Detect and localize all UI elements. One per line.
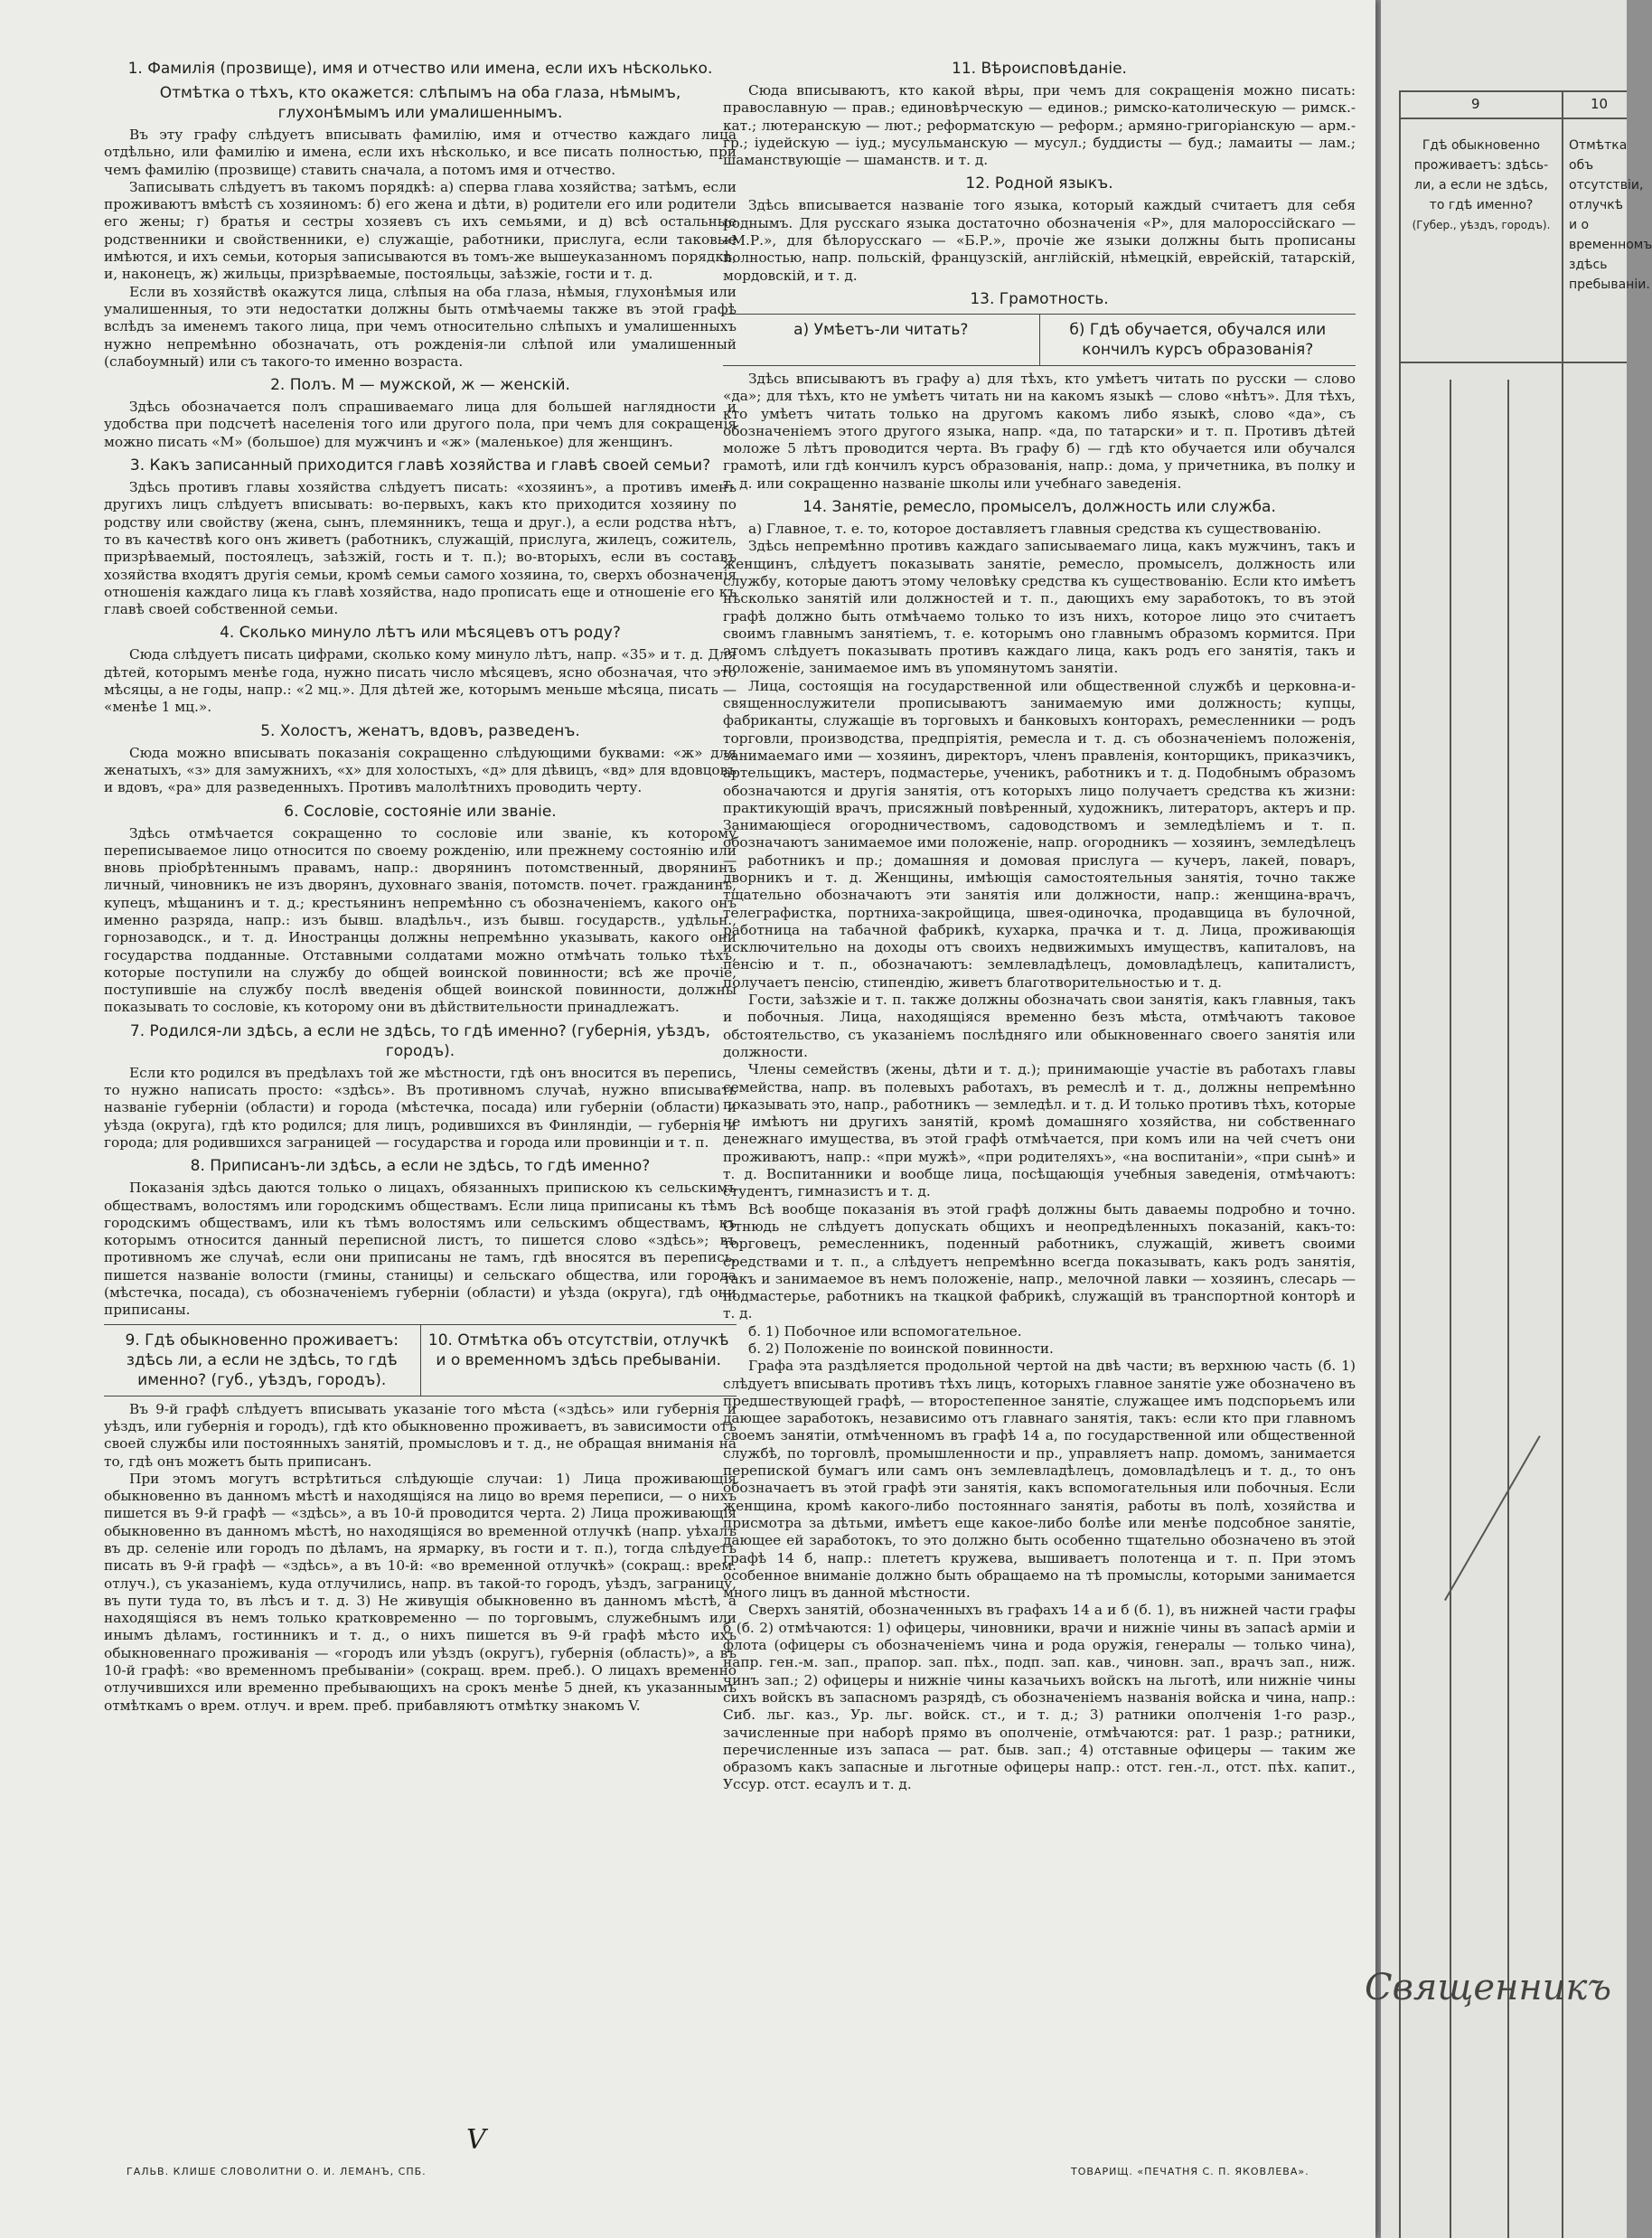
paragraph: Записывать слѣдуетъ въ такомъ порядкѣ: а) сперва глава хозяйства; затѣмъ, если проживаютъ вмѣстѣ съ хозяиномъ: б) его жена и дѣти, в) родители его или родители его жены; г) братья и сестры хозяевъ съ ихъ семьями, и д) всѣ остальные родственники и свойственники, е) служащіе, работники, прислуга, если таковые имѣются, и ихъ семьи, которыя записываются въ томъ-же вышеуказанномъ порядкѣ, и, наконецъ, ж) жильцы, призрѣваемые, постояльцы, заѣзжіе, гости и т. д. bbox=[104, 178, 737, 283]
paragraph: Сверхъ занятій, обозначенныхъ въ графахъ 14 а и б (б. 1), въ нижней части графы б (б. 2) отмѣчаются: 1) офицеры, чиновники, врачи и нижніе чины въ запасѣ арміи и флота (офицеры съ обозначеніемъ чина и рода оружія, генералы — только чина), напр. ген.-м. зап., прапор. зап. пѣх., подп. зап. кав., чиновн. зап., врачъ зап., ниж. чинъ зап.; 2) офицеры и нижніе чины казачьихъ войскъ на льготѣ, или нижніе чины сихъ войскъ въ запасномъ разрядѣ, съ обозначеніемъ названія войска и чина, напр.: Сиб. льг. каз., Ур. льг. войск. ст., и т. д.; 3) ратники ополченія 1-го разр., зачисленные при наборѣ прямо въ ополченіе, отмѣчаются: рат. 1 разр.; ратники, перечисленные изъ запаса — рат. быв. зап.; 4) отставные офицеры — таким же образомъ какъ запасные и льготные офицеры напр.: отст. ген.-л., отст. пѣх. капит., Уссур. отст. есаулъ и т. д. bbox=[723, 1602, 1356, 1793]
split-heading-cell: б) Гдѣ обучается, обучался или кончилъ курсъ образованія? bbox=[1069, 320, 1327, 359]
split-heading-cell: а) Умѣетъ-ли читать? bbox=[793, 320, 969, 339]
footer-left: ГАЛЬВ. КЛИШЕ СЛОВОЛИТНИ О. И. ЛЕМАНЪ, СПБ. bbox=[127, 2166, 427, 2177]
split-heading bbox=[723, 314, 1356, 366]
v-mark: V bbox=[466, 2124, 486, 2156]
section-heading: 6. Сословіе, состояніе или званіе. bbox=[284, 802, 557, 821]
paragraph: Сюда можно вписывать показанія сокращенно слѣдующими буквами: «ж» для женатыхъ, «з» для замужнихъ, «х» для холостыхъ, «д» для дѣвицъ, «вд» для вдовцовъ и вдовъ, «ра» для разведенныхъ. Противъ малолѣтнихъ проводить черту. bbox=[104, 744, 737, 796]
right-column bbox=[723, 54, 1356, 1794]
paragraph: Сюда вписываютъ, кто какой вѣры, при чемъ для сокращенія можно писать: православную — прав.; единовѣрческую — единов.; римско-католическую — римск.-кат.; лютеранскую — лют.; реформатскую — реформ.; армяно-григоріанскую — арм.-гр.; іудейскую — іуд.; мусульманскую — мусул.; буддисты — буд.; ламаиты — лам.; шаманствующіе — шаманств. и т. д. bbox=[723, 82, 1356, 169]
paragraph: Здѣсь противъ главы хозяйства слѣдуетъ писать: «хозяинъ», а противъ именъ другихъ лицъ слѣдуетъ вписывать: во-первыхъ, какъ кто приходится хозяину по родству или свойству (жена, сынъ, племянникъ, теща и друг.), а если родства нѣтъ, то въ качествѣ кого онъ живетъ (работникъ, служащій, прислуга, жилецъ, сожитель, призрѣваемый, постоялецъ, заѣзжій, гость и т. п.); во-вторыхъ, если въ составъ хозяйства входятъ другія семьи, кромѣ семьи самого хозяина, то, сверхъ обозначенія отношенія каждаго лица къ главѣ хозяйства, надо прописать еще и отношеніе его къ главѣ своей собственной семьи. bbox=[104, 479, 737, 618]
paragraph: Здѣсь обозначается полъ спрашиваемаго лица для большей наглядности и удобства при подсчетѣ населенія того или другого пола, при чемъ для сокращенія можно писать «М» (большое) для мужчинъ и «ж» (маленькое) для женщинъ. bbox=[104, 399, 737, 450]
section-heading: 4. Сколько минуло лѣтъ или мѣсяцевъ отъ роду? bbox=[220, 624, 621, 643]
section-heading: 13. Грамотность. bbox=[970, 289, 1109, 308]
back-form-strip bbox=[1381, 0, 1652, 2238]
section-heading: 2. Полъ. М — мужской, ж — женскій. bbox=[270, 376, 570, 395]
section-heading: Отмѣтка о тѣхъ, кто окажется: слѣпымъ на оба глаза, нѣмымъ, глухонѣмымъ или умалишеннымъ. bbox=[159, 84, 681, 122]
paragraph: б. 1) Побочное или вспомогательное. bbox=[748, 1322, 1022, 1340]
paragraph: Члены семействъ (жены, дѣти и т. д.); принимающіе участіе въ работахъ главы семейства, напр. въ полевыхъ работахъ, въ ремеслѣ и т. д., должны непремѣнно показывать это, напр., работникъ — земледѣл. и т. д. И только противъ тѣхъ, которые не имѣютъ ни другихъ занятій, кромѣ домашняго хозяйства, ни собственнаго денежнаго имущества, въ этой графѣ отмѣчается, при комъ или на чей счетъ они проживаютъ, напр.: «при мужѣ», «при родителяхъ», «на воспитаніи», «при сынѣ» и т. д. Воспитанники и вообще лица, посѣщающія учебныя заведенія, отмѣчаютъ: студентъ, гимназистъ и т. д. bbox=[723, 1061, 1356, 1200]
section-heading: 7. Родился-ли здѣсь, а если не здѣсь, то гдѣ именно? (губернія, уѣздъ, городъ). bbox=[129, 1021, 711, 1060]
split-heading-cell: 9. Гдѣ обыкновенно проживаетъ: здѣсь ли, а если не здѣсь, то гдѣ именно? (губ., уѣздъ, городъ). bbox=[125, 1331, 399, 1389]
split-heading bbox=[104, 1324, 737, 1396]
paragraph: Если въ хозяйствѣ окажутся лица, слѣпыя на оба глаза, нѣмыя, глухонѣмыя или умалишенныя, то эти недостатки должны быть отмѣчаемы также въ этой графѣ вслѣдъ за именемъ такого лица, при чемъ относительно слѣпыхъ и умалишенныхъ нужно непремѣнно обозначать, отъ рожденія-ли слѣпой или умалишенный (слабоумный) или съ такого-то именно возраста. bbox=[104, 283, 737, 370]
paragraph: Здѣсь отмѣчается сокращенно то сословіе или званіе, къ которому переписываемое лицо относится по своему рожденію, или прежнему состоянію или вновь пріобрѣтеннымъ правамъ, напр.: дворянинъ потомственный, дворянинъ личный, чиновникъ не изъ дворянъ, духовнаго званія, потомств. почет. гражданинъ, купецъ, мѣщанинъ и т. д.; крестьянинъ непремѣнно съ обозначеніемъ, какого онъ именно разряда, напр.: изъ бывш. владѣльч., изъ бывш. государств., удѣльн., горнозаводск., и т. д. Иностранцы должны непремѣнно указывать, какого они государства подданные. Отставными солдатами можно отмѣчать только тѣхъ, которые поступили на службу до общей воинской повинности; всѣ же прочіе, поступившіе на службу послѣ введенія общей воинской повинности, должны показывать то сословіе, къ которому они въ дѣйствительности принадлежатъ. bbox=[104, 824, 737, 1016]
paragraph: Въ 9-й графѣ слѣдуетъ вписывать указаніе того мѣста («здѣсь» или губернія и уѣздъ, или губернія и городъ), гдѣ кто обыкновенно проживаетъ, въ зависимости отъ своей службы или постоянныхъ занятій, промысловъ и т. д., не обращая вниманія на то, гдѣ онъ можетъ быть приписанъ. bbox=[104, 1400, 737, 1470]
section-heading: 3. Какъ записанный приходится главѣ хозяйства и главѣ своей семьи? bbox=[129, 456, 711, 475]
column-10-header: Отмѣтка объ отсутствіи, отлучкѣ и о временномъ здѣсь пребываніи. bbox=[1569, 138, 1652, 292]
section-heading: 11. Вѣроисповѣданіе. bbox=[952, 60, 1127, 78]
column-9-number: 9 bbox=[1471, 96, 1480, 112]
section-heading: 8. Приписанъ-ли здѣсь, а если не здѣсь, то гдѣ именно? bbox=[190, 1157, 651, 1176]
column-10-number: 10 bbox=[1591, 96, 1609, 112]
paragraph: б. 2) Положеніе по воинской повинности. bbox=[748, 1340, 1054, 1357]
section-heading: 1. Фамилія (прозвище), имя и отчество или имена, если ихъ нѣсколько. bbox=[127, 60, 713, 78]
paragraph: При этомъ могутъ встрѣтиться слѣдующіе случаи: 1) Лица проживающія обыкновенно въ данномъ мѣстѣ и находящіяся на лицо во время переписи, — о нихъ пишется въ 9-й графѣ — «здѣсь», а въ 10-й проводится черта. 2) Лица проживающія обыкновенно въ данномъ мѣстѣ, но находящіяся во временной отлучкѣ (напр. уѣхалъ въ др. селеніе или городъ по дѣламъ, на ярмарку, въ гости и т. п.), тогда слѣдуетъ писать въ 9-й графѣ — «здѣсь», а въ 10-й: «во временной отлучкѣ» (сокращ.: врем. отлуч.), съ указаніемъ, куда отлучились, напр. въ такой-то городъ, уѣздъ, заграницу, въ пути туда то, въ лѣсъ и т. д. 3) Не живущія обыкновенно въ данномъ мѣстѣ, а находящіяся въ немъ только кратковременно — по торговымъ, служебнымъ или инымъ дѣламъ, гостинникъ и т. д., о нихъ пишется въ 9-й графѣ мѣсто ихъ обыкновеннаго проживанія — «городъ или уѣздъ (округъ), губернія (область)», а въ 10-й графѣ: «во временномъ пребываніи» (сокращ. врем. преб.). О лицахъ временно отлучившихся или временно пребывающихъ на срокъ менѣе 5 дней, къ указаннымъ отмѣткамъ о врем. отлуч. и врем. преб. прибавляютъ отмѣтку знакомъ V. bbox=[104, 1470, 737, 1714]
paragraph: Сюда слѣдуетъ писать цифрами, сколько кому минуло лѣтъ, напр. «35» и т. д. Для дѣтей, которымъ менѣе года, нужно писать число мѣсяцевъ, ясно обозначая, что это мѣсяцы, а не годы, напр.: «2 мц.». Для дѣтей же, которымъ меньше мѣсяца, писать — «менѣе 1 мц.». bbox=[104, 646, 737, 716]
column-9-header: Гдѣ обыкновенно проживаетъ: здѣсь-ли, а если не здѣсь, то гдѣ именно? (Губер., уѣздъ, городъ). bbox=[1412, 138, 1551, 231]
paragraph: а) Главное, т. е. то, которое доставляетъ главныя средства къ существованію. bbox=[748, 521, 1321, 538]
left-column bbox=[104, 54, 737, 1715]
paragraph: Всѣ вообще показанія въ этой графѣ должны быть даваемы подробно и точно. Отнюдь не слѣдуетъ допускать общихъ и неопредѣленныхъ показаній, какъ-то: торговецъ, ремесленникъ, поденный работникъ, служащій, живетъ своими средствами и т. п., а слѣдуетъ непремѣнно всегда показывать, какъ родъ занятія, такъ и занимаемое въ немъ положеніе, напр., мелочной лавки — хозяинъ, слесарь — подмастерье, работникъ на ткацкой фабрикѣ, служащій въ транспортной конторѣ и т. д. bbox=[723, 1200, 1356, 1322]
footer-right: ТОВАРИЩ. «ПЕЧАТНЯ С. П. ЯКОВЛЕВА». bbox=[1071, 2166, 1309, 2177]
paragraph: Въ эту графу слѣдуетъ вписывать фамилію, имя и отчество каждаго лица отдѣльно, или фамилію и имена, если ихъ нѣсколько, и все писать полностью, при чемъ фамилію (прозвище) ставить сначала, а потомъ имя и отчество. bbox=[104, 127, 737, 178]
section-heading: 12. Родной языкъ. bbox=[965, 174, 1113, 193]
paragraph: Показанія здѣсь даются только о лицахъ, обязанныхъ припискою къ сельскимъ обществамъ, волостямъ или городскимъ обществамъ. Если лица приписаны къ тѣмъ городскимъ обществамъ, или къ тѣмъ волостямъ или сельскимъ обществамъ, къ которымъ относится данный переписной листъ, то пишется слово «здѣсь»; въ противномъ же случаѣ, если они приписаны не тамъ, гдѣ вносятся въ перепись, пишется названіе волости (гмины, станицы) и сельскаго общества, или города (мѣстечка, посада), съ обозначеніемъ губерніи (области) и уѣзда (округа), гдѣ они приписаны. bbox=[104, 1180, 737, 1319]
paragraph: Здѣсь вписывается названіе того языка, который каждый считаетъ для себя роднымъ. Для русскаго языка достаточно обозначенія «Р», для малороссійскаго — «М.Р.», для бѣлорусскаго — «Б.Р.», прочіе же языки должны быть прописаны полностью, напр. польскій, французскій, англійскій, нѣмецкій, еврейскій, татарскій, мордовскій, и т. д. bbox=[723, 197, 1356, 284]
handwritten-signature: Священникъ bbox=[1365, 1967, 1612, 2008]
paragraph: Если кто родился въ предѣлахъ той же мѣстности, гдѣ онъ вносится въ перепись, то нужно написать просто: «здѣсь». Въ противномъ случаѣ, нужно вписывать названіе губерніи (области) и города (мѣстечка, посада) или губерніи (области) и уѣзда (округа), гдѣ кто родился; для лицъ, родившихся въ Финляндіи, — губернія и города; для родившихся заграницей — государства и города или провинціи и т. п. bbox=[104, 1064, 737, 1151]
paragraph: Здѣсь вписываютъ въ графу а) для тѣхъ, кто умѣетъ читать по русски — слово «да»; для тѣхъ, кто не умѣетъ читать ни на какомъ языкѣ — слово «нѣтъ». Для тѣхъ, кто умѣетъ читать только на другомъ какомъ либо языкѣ, слово «да», съ обозначеніемъ этого другого языка, напр. «да, по татарски» и т. п. Противъ дѣтей моложе 5 лѣтъ проводится черта. Въ графу б) — гдѣ кто обучается или обучался грамотѣ, или гдѣ кончилъ курсъ образованія, напр.: дома, у причетника, въ полку и т. д. или сокращенно названіе школы или учебнаго заведенія. bbox=[723, 370, 1356, 492]
paragraph: Здѣсь непремѣнно противъ каждаго записываемаго лица, какъ мужчинъ, такъ и женщинъ, слѣдуетъ показывать занятіе, ремесло, промыселъ, должность или службу, которые даютъ этому человѣку средства къ существованію. Если кто имѣетъ нѣсколько занятій или должностей и т. п., дающихъ ему заработокъ, то въ этой графѣ должно быть отмѣчаемо только то изъ нихъ, которое лицо это считаетъ своимъ главнымъ занятіемъ, т. е. которымъ оно главнымъ образомъ кормится. При этомъ слѣдуетъ показывать противъ каждаго лица, какъ родъ его занятія, такъ и положеніе, занимаемое имъ въ упомянутомъ занятіи. bbox=[723, 538, 1356, 677]
paragraph: Гости, заѣзжіе и т. п. также должны обозначать свои занятія, какъ главныя, такъ и побочныя. Лица, находящіяся временно безъ мѣста, отмѣчаютъ таковое обстоятельство, съ указаніемъ послѣдняго или обыкновеннаго своего занятія или должности. bbox=[723, 992, 1356, 1060]
paragraph: Графа эта раздѣляется продольной чертой на двѣ части; въ верхнюю часть (б. 1) слѣдуетъ вписывать противъ тѣхъ лицъ, которыхъ главное занятіе уже обозначено въ предшествующей графѣ, — второстепенное занятіе, служащее имъ подспорьемъ или дающее заработокъ, независимо отъ главнаго занятія, такъ: если кто при главномъ своемъ занятіи, отмѣченномъ въ графѣ 14 а, по государственной или общественной службѣ, по торговлѣ, промышленности и пр., управляетъ напр. домомъ, занимается перепиской бумагъ или самъ онъ землевладѣлецъ, домовладѣлецъ и т. д., то онъ обозначаетъ въ этой графѣ эти занятія, какъ вспомогательныя или побочныя. Если женщина, кромѣ какого-либо постояннаго занятія, работы въ полѣ, хозяйства и присмотра за дѣтьми, имѣетъ еще какое-либо болѣе или менѣе подсобное занятіе, дающее ей заработокъ, то это должно быть особенно тщательно обозначено въ этой графѣ 14 б, напр.: плететъ кружева, вышиваетъ полотенца и т. п. При этомъ особенное вниманіе должно быть обращаемо на тѣ промыслы, которыми занимается много лицъ въ данной мѣстности. bbox=[723, 1358, 1356, 1602]
section-heading: 5. Холостъ, женатъ, вдовъ, разведенъ. bbox=[260, 721, 580, 740]
paragraph: Лица, состоящія на государственной или общественной службѣ и церковна-и-священнослужители прописываютъ занимаемую ими должность; купцы, фабриканты, служащіе въ торговыхъ и банковыхъ конторахъ, ремесленники — родъ торговли, производства, предпріятія, ремесла и т. д. съ обозначеніемъ положенія, занимаемаго ими — хозяинъ, директоръ, членъ правленія, конторщикъ, приказчикъ, артельщикъ, мастеръ, подмастерье, ученикъ, работникъ и т. д. Подобнымъ образомъ обозначаются и другія занятія, отъ которыхъ лицо получаетъ средства къ жизни: практикующій врачъ, присяжный повѣренный, художникъ, литераторъ, актеръ и пр. Занимающіеся огородничествомъ, садоводствомъ и земледѣліемъ и т. п. обозначаютъ занимаемое ими положеніе, напр. огородникъ — хозяинъ, земледѣлецъ — работникъ и пр.; домашняя и домовая прислуга — кучеръ, лакей, поваръ, дворникъ и т. д. Женщины, имѣющія самостоятельныя занятія, точно также тщательно обозначаютъ эти занятія или должности, напр.: женщина-врачъ, телеграфистка, портниха-закройщица, швея-одиночка, продавщица въ булочной, работница на табачной фабрикѣ, кухарка, прачка и т. д. Лица, проживающія исключительно на доходы отъ своихъ недвижимыхъ имуществъ, капиталовъ, на пенсію и т. п., обозначаютъ: землевладѣлецъ, домовладѣлецъ, капиталистъ, получаетъ пенсію, стипендію, живетъ благотворительностью и т. д. bbox=[723, 677, 1356, 991]
split-heading-cell: 10. Отмѣтка объ отсутствіи, отлучкѣ и о временномъ здѣсь пребываніи. bbox=[427, 1331, 729, 1369]
section-heading: 14. Занятіе, ремесло, промыселъ, должность или служба. bbox=[803, 498, 1276, 517]
